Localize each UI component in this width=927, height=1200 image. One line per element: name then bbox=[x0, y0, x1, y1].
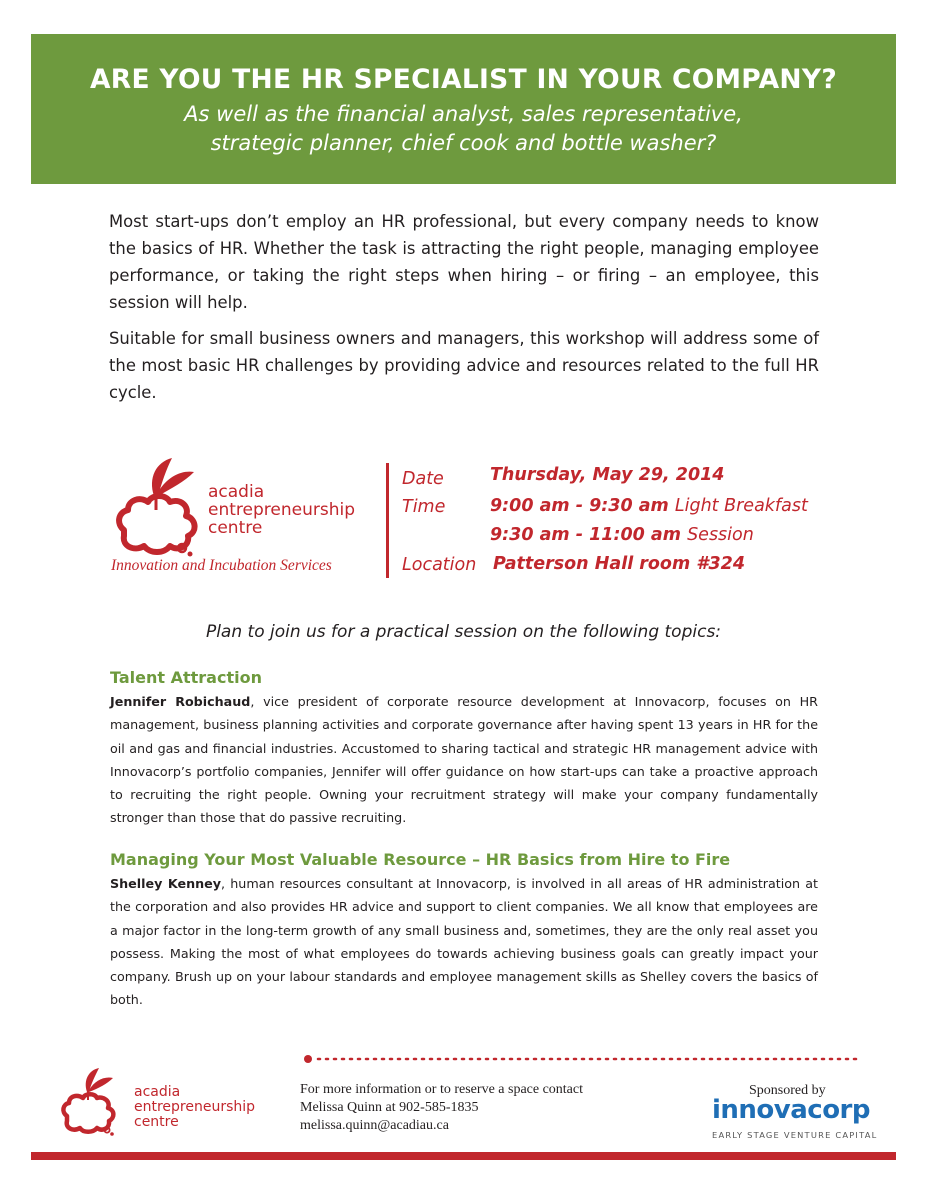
intro-section bbox=[109, 208, 819, 415]
org-name-line-3: centre bbox=[208, 518, 263, 538]
footer-org-line-2: entrepreneurship bbox=[134, 1099, 256, 1115]
time-slot-2-desc: Session bbox=[687, 525, 754, 545]
time-slot-1 bbox=[490, 496, 808, 516]
contact-info bbox=[300, 1081, 583, 1135]
time-slot-2 bbox=[490, 525, 754, 545]
topic-heading-1: Talent Attraction bbox=[110, 668, 262, 687]
org-name-line-2: entrepreneurship bbox=[208, 500, 355, 520]
intro-paragraph-1: Most start-ups don’t employ an HR professional, but every company needs to know the basics of HR. Whether the task is attracting the right people, managing employee performance, or taking the right steps when hiring – or firing – an employee, this session will help. bbox=[109, 212, 819, 312]
topic-body-2: , human resources consultant at Innovacorp, is involved in all areas of HR administration at the corporation and also provides HR advice and support to client companies. We all know that employees are a major factor in the long-term growth of any small business and, sometimes, they are the only real asset you possess. Making the most of what employees do towards achieving business goals can greatly impact your company. Brush up on your labour standards and employee management skills as Shelley covers the basics of both. bbox=[110, 876, 818, 1008]
speaker-name-2: Shelley Kenney bbox=[110, 876, 222, 891]
footer-org-line-1: acadia bbox=[134, 1084, 181, 1100]
contact-line-2: Melissa Quinn at 902-585-1835 bbox=[300, 1100, 479, 1115]
subtitle-line-2: strategic planner, chief cook and bottle washer? bbox=[210, 131, 717, 155]
topics-intro-heading: Plan to join us for a practical session on the following topics: bbox=[205, 622, 722, 642]
topic-body-1: , vice president of corporate resource development at Innovacorp, focuses on HR management, business planning activities and corporate governance after having spent 13 years in HR for the oil and gas and financial industries. Accustomed to sharing tactical and strategic HR management advice with Innovacorp’s portfolio companies, Jennifer will offer guidance on how start-ups can take a proactive approach to recruiting the right people. Owning your recruitment strategy will make your company fundamentally stronger than those that do passive recruiting. bbox=[110, 694, 818, 826]
subtitle-line-1: As well as the financial analyst, sales representative, bbox=[184, 102, 743, 126]
footer-organization-name bbox=[134, 1085, 255, 1130]
topic-heading-2: Managing Your Most Valuable Resource – HR Basics from Hire to Fire bbox=[110, 850, 731, 869]
dotted-divider bbox=[300, 1051, 860, 1067]
sponsor-logo-name: innovacorp bbox=[712, 1095, 870, 1125]
topic-description-1 bbox=[110, 690, 818, 830]
footer-org-line-3: centre bbox=[134, 1114, 179, 1130]
speaker-name-1: Jennifer Robichaud bbox=[110, 694, 251, 709]
org-name-line-1: acadia bbox=[208, 482, 265, 502]
footer-bar bbox=[31, 1152, 896, 1160]
page-title: ARE YOU THE HR SPECIALIST IN YOUR COMPANY? bbox=[89, 64, 838, 95]
date-value: Thursday, May 29, 2014 bbox=[490, 465, 725, 485]
organization-tagline: Innovation and Incubation Services bbox=[111, 557, 332, 574]
page-subtitle bbox=[31, 100, 896, 158]
location-label: Location bbox=[402, 555, 477, 575]
topic-description-2 bbox=[110, 872, 818, 1012]
header-banner bbox=[31, 34, 896, 184]
sponsor-tagline: EARLY STAGE VENTURE CAPITAL bbox=[712, 1130, 878, 1140]
event-divider bbox=[386, 463, 389, 578]
date-label: Date bbox=[402, 469, 444, 489]
contact-email: melissa.quinn@acadiau.ca bbox=[300, 1118, 449, 1133]
time-label: Time bbox=[402, 497, 446, 517]
time-slot-2-value: 9:30 am - 11:00 am bbox=[490, 525, 681, 545]
location-value: Patterson Hall room #324 bbox=[493, 554, 745, 574]
cloud-sprout-small-logo-icon bbox=[55, 1066, 145, 1146]
organization-name bbox=[208, 483, 355, 537]
time-slot-1-value: 9:00 am - 9:30 am bbox=[490, 496, 669, 516]
sponsor-label: Sponsored by bbox=[749, 1083, 826, 1098]
time-slot-1-desc: Light Breakfast bbox=[674, 496, 808, 516]
intro-paragraph-2: Suitable for small business owners and managers, this workshop will address some of the most basic HR challenges by providing advice and resources related to the full HR cycle. bbox=[109, 329, 819, 402]
contact-line-1: For more information or to reserve a space contact bbox=[300, 1082, 584, 1097]
